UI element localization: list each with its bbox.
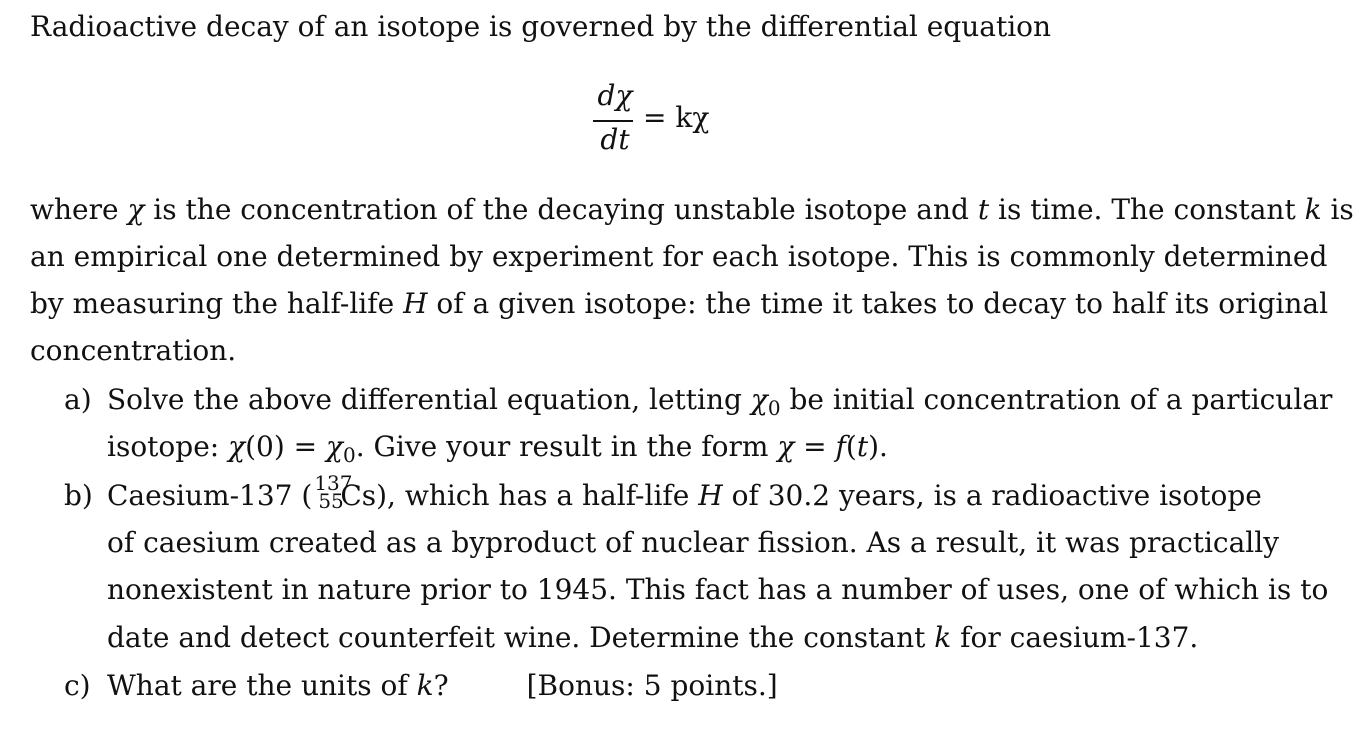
chi-symbol: χ	[326, 430, 343, 463]
equation-rhs: = kχ	[643, 101, 710, 134]
equation-denominator: dt	[600, 123, 630, 156]
paragraph-line-2: an empirical one determined by experiment for each isotope. This is commonly determined	[30, 240, 1328, 273]
part-a-line-2	[107, 430, 888, 472]
text-run: date and detect counterfeit wine. Determine the constant	[107, 621, 935, 654]
text-run: isotope:	[107, 430, 229, 463]
k-symbol: k	[416, 669, 434, 702]
part-a-line-1	[107, 383, 1332, 425]
text-run: ), which has a half-life	[376, 479, 699, 512]
equation-numerator: dχ	[597, 79, 633, 112]
paragraph-line-1	[30, 193, 1354, 227]
text-run: of 30.2 years, is a radioactive isotope	[722, 479, 1262, 512]
part-b-line-3: nonexistent in nature prior to 1945. This fact has a number of uses, one of which is to	[107, 573, 1329, 606]
subscript: 0	[767, 396, 781, 420]
text-run: (	[845, 430, 857, 463]
text-run: of a given isotope: the time it takes to decay to half its original	[427, 287, 1329, 320]
element-symbol: Cs	[340, 479, 377, 512]
H-symbol: H	[403, 287, 428, 320]
paragraph-line-3	[30, 287, 1328, 321]
differential-equation	[591, 79, 751, 162]
chi-symbol: χ	[127, 193, 145, 226]
t-symbol: t	[856, 430, 869, 463]
text-run: =	[794, 430, 836, 463]
intro-sentence: Radioactive decay of an isotope is governed by the differential equation	[30, 10, 1052, 43]
f-symbol: f	[835, 430, 846, 463]
mass-number: 137	[314, 471, 353, 495]
text-run: Solve the above differential equation, letting	[107, 383, 751, 416]
subscript: 0	[343, 443, 356, 467]
part-a-label: a)	[64, 383, 92, 416]
text-run: ?	[433, 669, 449, 702]
part-b-line-4	[107, 621, 1198, 655]
part-c-label: c)	[64, 669, 91, 702]
text-run: by measuring the half-life	[30, 287, 404, 320]
text-run: is the concentration of the decaying unstable isotope and	[144, 193, 978, 226]
part-c-question	[107, 669, 778, 703]
chi-symbol: χ	[777, 430, 795, 463]
chi-symbol: χ	[750, 383, 768, 416]
H-symbol: H	[698, 479, 723, 512]
t-symbol: t	[977, 193, 990, 226]
text-run: Caesium-137 (	[107, 479, 313, 512]
bonus-note: [Bonus: 5 points.]	[526, 669, 778, 702]
chi-symbol: χ	[228, 430, 246, 463]
atomic-number: 55	[318, 489, 344, 513]
text-run: be initial concentration of a particular	[780, 383, 1333, 416]
k-symbol: k	[1304, 193, 1322, 226]
text-run: . Give your result in the form	[355, 430, 778, 463]
text-run: (0) =	[245, 430, 327, 463]
part-b-line-2: of caesium created as a byproduct of nuclear fission. As a result, it was practically	[107, 526, 1280, 559]
paragraph-line-4: concentration.	[30, 334, 237, 367]
text-run: ).	[868, 430, 888, 463]
text-run: where	[30, 193, 128, 226]
text-run: for caesium-137.	[951, 621, 1199, 654]
text-run: is	[1321, 193, 1354, 226]
part-b-line-1	[107, 471, 1262, 513]
fraction-bar	[593, 120, 633, 122]
text-run: is time. The constant	[989, 193, 1305, 226]
text-run: What are the units of	[107, 669, 417, 702]
part-b-label: b)	[64, 479, 93, 512]
k-symbol: k	[934, 621, 952, 654]
isotope-notation	[312, 471, 353, 513]
